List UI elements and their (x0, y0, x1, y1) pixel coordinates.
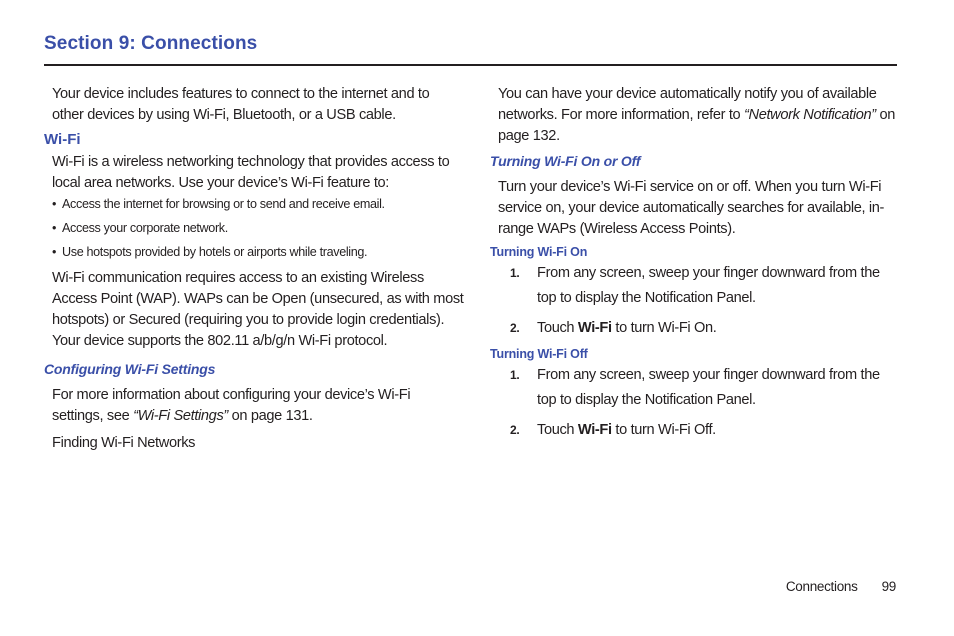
page-title: Section 9: Connections (44, 33, 258, 54)
bullet-icon: • (52, 197, 57, 211)
list-item: • Use hotspots provided by hotels or airports while traveling. (52, 245, 368, 259)
configuring-wifi-heading: Configuring Wi-Fi Settings (44, 361, 216, 377)
turning-wifi-paragraph: Turn your device’s Wi-Fi service on or off. When you turn Wi-Fi service on, your device automatically searches for available, in-range WAPs (Wireless Access Points). (498, 179, 885, 237)
wifi-settings-link[interactable]: “Wi-Fi Settings” (133, 408, 228, 424)
footer-section-name: Connections (785, 579, 858, 594)
turning-wifi-heading: Turning Wi-Fi On or Off (490, 153, 641, 169)
wifi-off-steps (490, 363, 900, 443)
list-item: 2. Touch Wi-Fi to turn Wi-Fi Off. (510, 422, 716, 438)
page-number: 99 (881, 579, 896, 594)
network-notification-link[interactable]: “Network Notification” (744, 107, 876, 123)
configuring-wifi-paragraph: For more information about configuring your device’s Wi-Fi settings, see “Wi-Fi Settings” on page 131. (52, 387, 411, 424)
wifi-heading: Wi-Fi (44, 131, 81, 148)
list-item: • Access the internet for browsing or to send and receive email. (52, 197, 385, 211)
intro-paragraph: Your device includes features to connect to the internet and to other devices by using Wi-Fi, Bluetooth, or a USB cable. (52, 86, 430, 123)
list-item: 2. Touch Wi-Fi to turn Wi-Fi On. (510, 320, 717, 336)
list-item: • Access your corporate network. (52, 221, 228, 235)
wifi-on-steps (490, 261, 900, 341)
turning-wifi-off-heading: Turning Wi-Fi Off (490, 347, 588, 361)
bullet-icon: • (52, 221, 57, 235)
list-item: 1. From any screen, sweep your finger downward from the top to display the Notification Panel. (510, 265, 880, 306)
list-item: 1. From any screen, sweep your finger downward from the top to display the Notification Panel. (510, 367, 880, 408)
finding-networks-text: Finding Wi-Fi Networks (52, 435, 196, 451)
left-column (44, 84, 464, 454)
wifi-bullet-list (44, 197, 464, 259)
bullet-icon: • (52, 245, 57, 259)
page-footer (786, 579, 896, 594)
wifi-description: Wi-Fi is a wireless networking technology that provides access to local area networks. Use your device’s Wi-Fi feature to: (52, 154, 450, 191)
wap-paragraph: Wi-Fi communication requires access to an existing Wireless Access Point (WAP). WAPs can be Open (unsecured, as with most hotspots) or Secured (requiring you to provide login credentials). Your device supports the 802.11 a/b/g/n Wi-Fi protocol. (52, 270, 464, 349)
notification-paragraph: You can have your device automatically notify you of available networks. For more information, refer to “Network Notification” on page 132. (498, 86, 896, 144)
right-column (490, 84, 900, 443)
turning-wifi-on-heading: Turning Wi-Fi On (490, 245, 588, 259)
title-rule (44, 64, 897, 66)
